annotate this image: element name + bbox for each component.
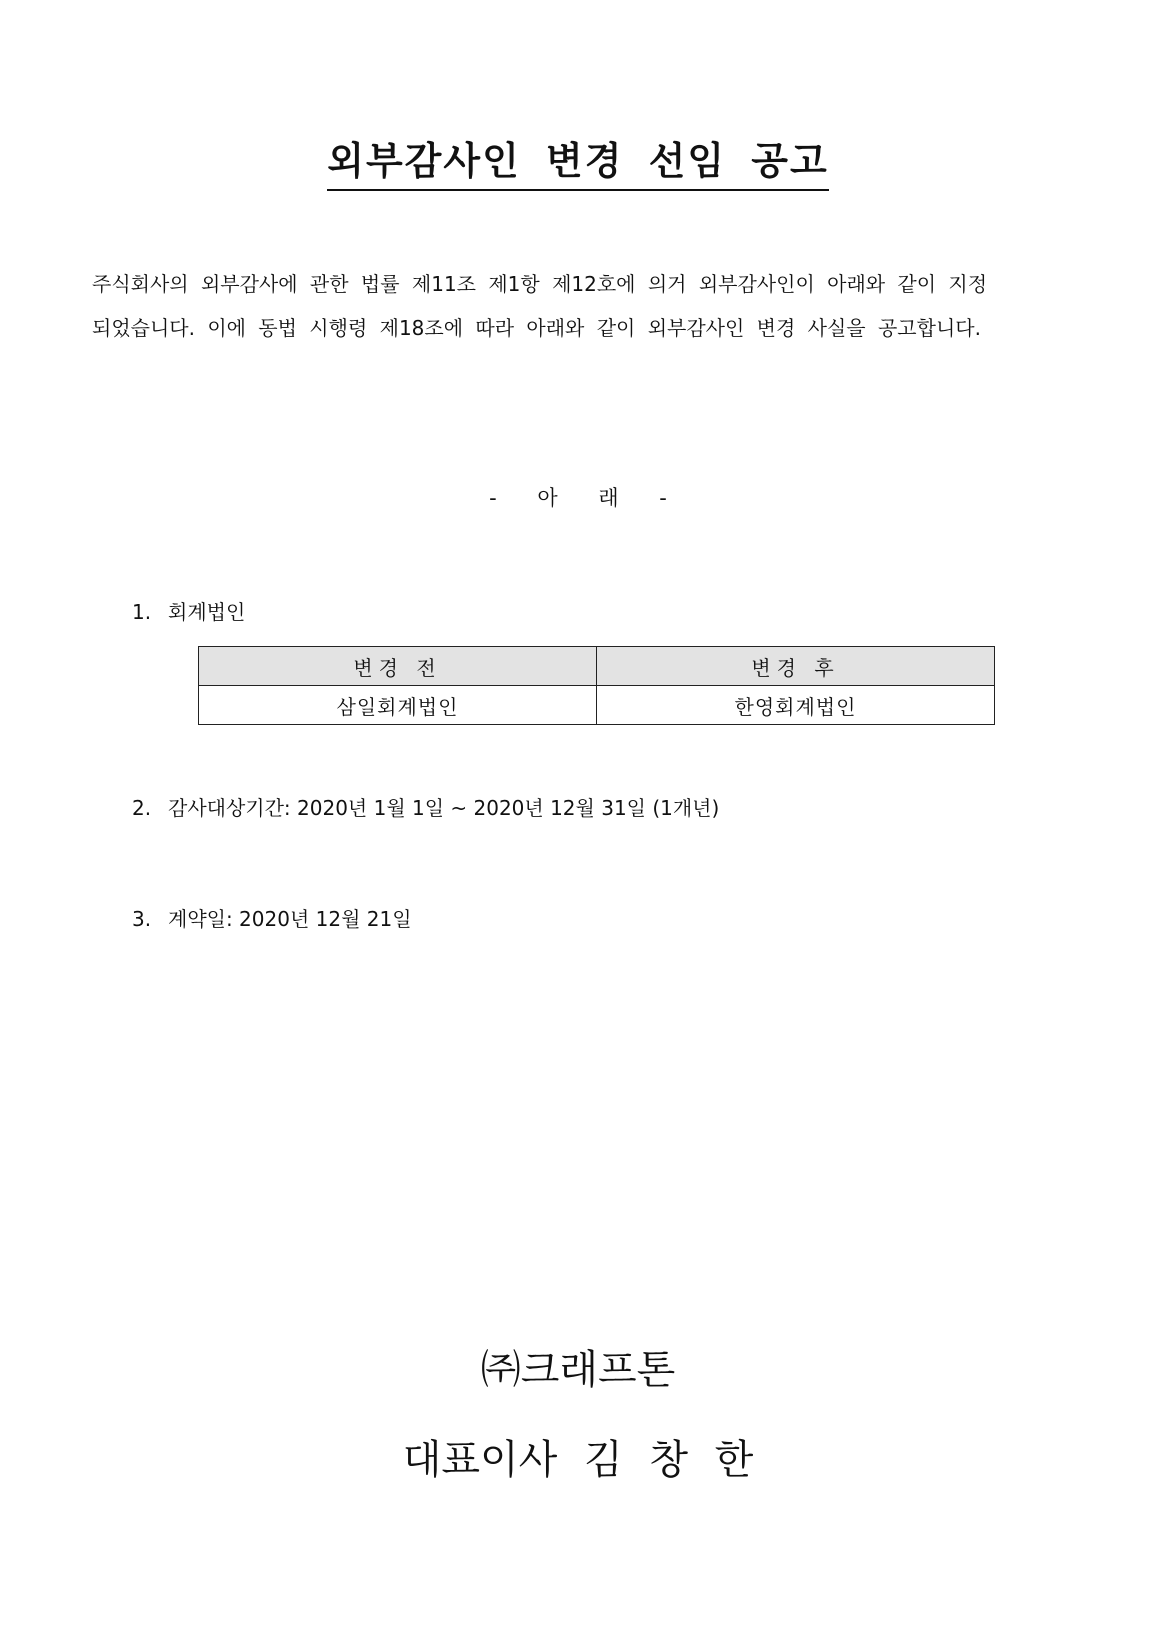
list-item-3 — [132, 903, 412, 932]
table-header-row — [199, 647, 995, 686]
list-item-text: 회계법인 — [168, 600, 246, 624]
intro-line-2: 되었습니다. 이에 동법 시행령 제18조에 따라 아래와 같이 외부감사인 변경 사실을 공고합니다. — [92, 316, 981, 340]
representative-name: 대표이사 김 창 한 — [402, 1437, 754, 1483]
list-item-number: 1. — [132, 600, 152, 624]
auditor-change-table — [198, 646, 995, 725]
list-item-2 — [132, 792, 719, 821]
intro-paragraph — [92, 262, 1072, 350]
list-item-text: 감사대상기간: 2020년 1월 1일 ~ 2020년 12월 31일 (1개년) — [168, 796, 720, 820]
table-header-after: 변경 후 — [597, 647, 995, 686]
table-cell-before: 삼일회계법인 — [199, 686, 597, 725]
list-item-number: 2. — [132, 796, 152, 820]
list-item-1 — [132, 596, 245, 625]
list-item-number: 3. — [132, 907, 152, 931]
title-text: 외부감사인 변경 선임 공고 — [327, 130, 828, 191]
notice-heading: - 아 래 - — [489, 486, 667, 510]
page-title — [0, 130, 1156, 191]
list-item-text: 계약일: 2020년 12월 21일 — [168, 907, 412, 931]
table-cell-after: 한영회계법인 — [597, 686, 995, 725]
intro-line-1: 주식회사의 외부감사에 관한 법률 제11조 제1항 제12호에 의거 외부감사인이 아래와 같이 지정 — [92, 272, 988, 296]
table-header-before: 변경 전 — [199, 647, 597, 686]
company-name: ㈜크래프톤 — [480, 1347, 676, 1393]
table-row — [199, 686, 995, 725]
